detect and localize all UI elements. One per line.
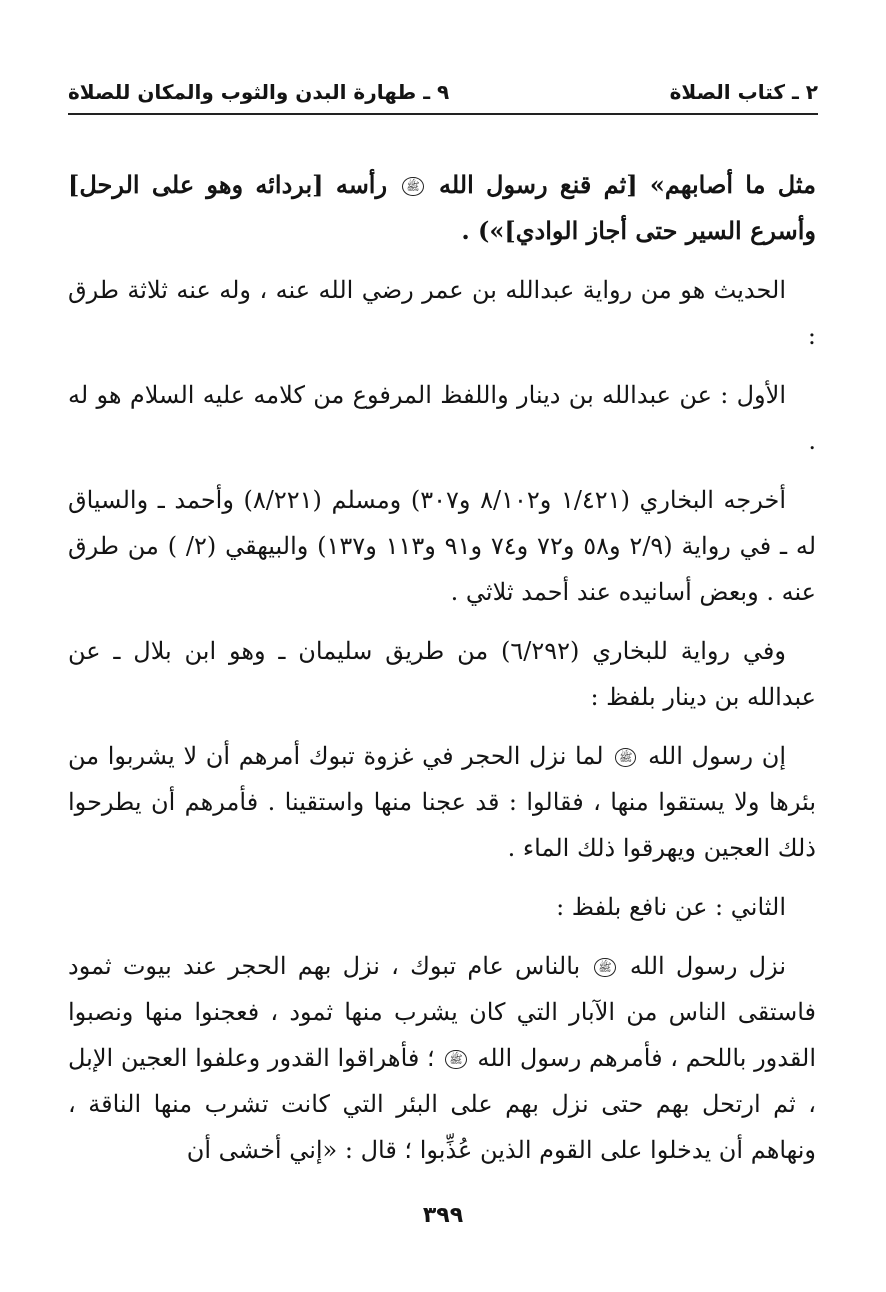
honorific-symbol: ﷺ [594,958,615,977]
opening-paragraph [68,162,816,254]
section-title: ٩ ـ طهارة البدن والثوب والمكان للصلاة [68,80,450,104]
hadith-text-2 [68,943,816,1173]
second-route-paragraph: الثاني : عن نافع بلفظ : [556,893,786,921]
chapter-title: ٢ ـ كتاب الصلاة [669,80,818,104]
takhrij-paragraph: أخرجه البخاري (١/٤٢١ و٨/١٠٢ و٣٠٧) ومسلم (٨/٢٢١) وأحمد ـ والسياق له ـ في رواية (٢/٩ و٥٨ و٧٢ و٧٤ و٩١ و١١٣ و١٣٧) والبيهقي (٢/ ) من طرق عنه . وبعض أسانيده عند أحمد ثلاثي . [68,486,817,606]
intro-paragraph: الحديث هو من رواية عبدالله بن عمر رضي الله عنه ، وله عنه ثلاثة طرق : [68,276,816,350]
hadith2-text-1: نزل رسول الله [629,952,786,980]
hadith1-text-1: إن رسول الله [648,742,786,770]
bukhari-riwaya-paragraph: وفي رواية للبخاري (٦/٢٩٢) من طريق سليمان ـ وهو ابن بلال ـ عن عبدالله بن دينار بلفظ : [68,637,816,711]
opening-text-2: رأسه [بردائه وهو على الرحل] وأسرع السير حتى أجاز الوادي]») . [68,170,816,245]
honorific-symbol: ﷺ [615,748,636,767]
hadith-text-1 [68,733,816,871]
honorific-symbol: ﷺ [402,177,423,196]
page-body [68,162,816,1186]
honorific-symbol: ﷺ [445,1050,466,1069]
hadith2-text-3: ؛ فأهراقوا القدور وعلفوا العجين الإبل ، ثم ارتحل بهم حتى نزل بهم على البئر التي كانت تشرب منها الناقة ، ونهاهم أن يدخلوا على القوم الذين عُذِّبوا ؛ قال : «إني أخشى أن [68,1044,816,1164]
hadith1-text-2: لما نزل الحجر في غزوة تبوك أمرهم أن لا يشربوا من بئرها ولا يستقوا منها ، فقالوا : قد عجنا منها واستقينا . فأمرهم أن يطرحوا ذلك العجين ويهرقوا ذلك الماء . [68,742,816,862]
page-number: ٣٩٩ [422,1203,464,1228]
header-divider [68,113,818,115]
first-route-paragraph: الأول : عن عبدالله بن دينار واللفظ المرفوع من كلامه عليه السلام هو له . [68,381,816,455]
running-header [68,74,818,110]
hadith2-text-2: بالناس عام تبوك ، نزل بهم الحجر عند بيوت ثمود فاستقى الناس من الآبار التي كان يشرب منها ثمود ، فعجنوا منها ونصبوا القدور باللحم ، فأمرهم رسول الله [68,952,816,1072]
opening-text-1: مثل ما أصابهم» [ثم قنع رسول الله [438,170,817,199]
